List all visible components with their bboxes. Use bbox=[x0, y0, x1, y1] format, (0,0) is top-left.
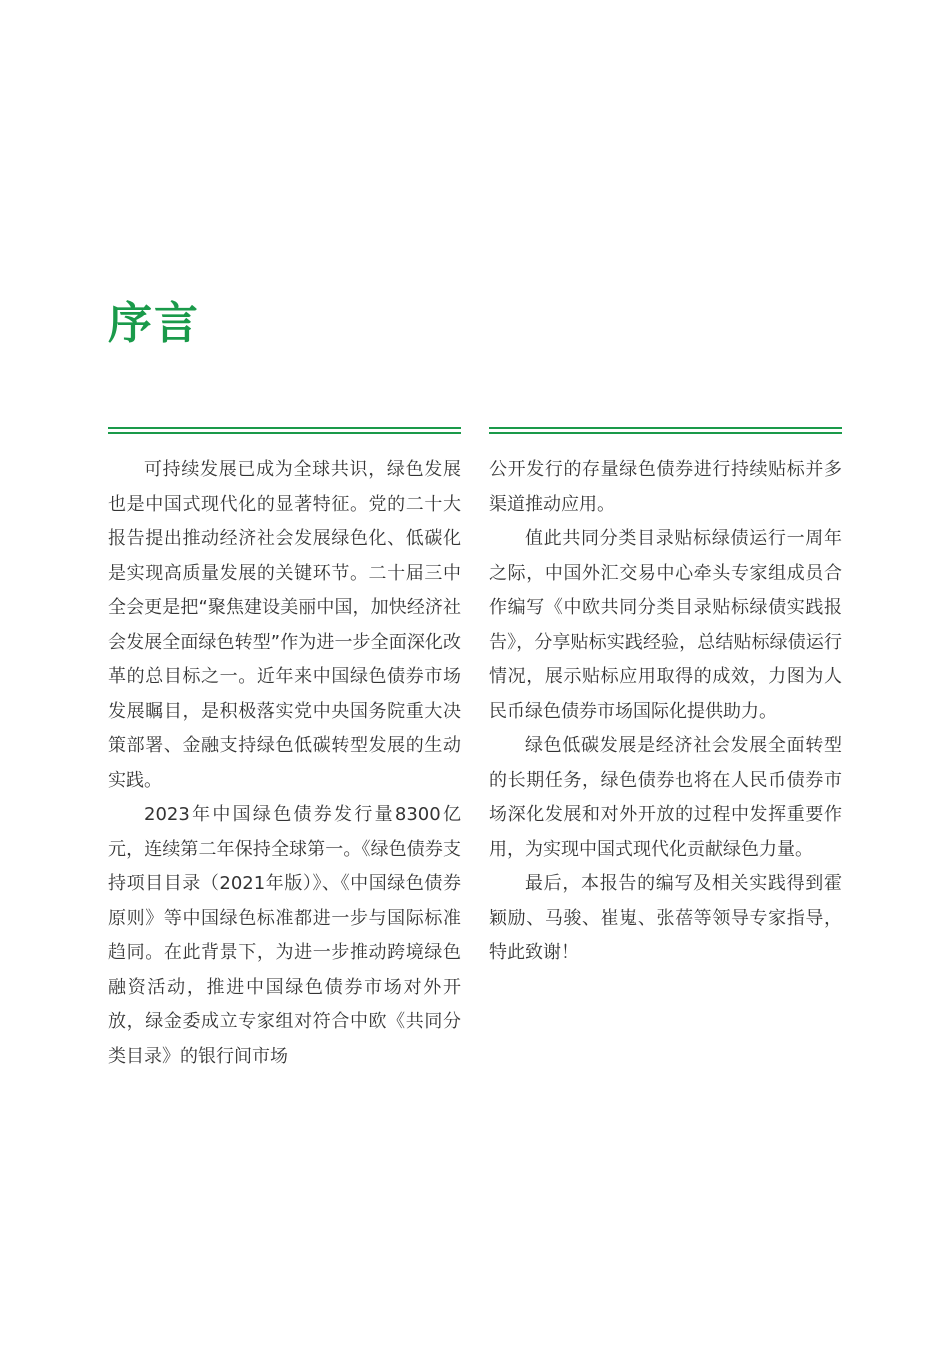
right-column bbox=[489, 426, 842, 971]
left-column bbox=[108, 426, 461, 1074]
paragraph: 绿色低碳发展是经济社会发展全面转型的长期任务，绿色债券也将在人民币债券市场深化发展和对外开放的过程中发挥重要作用，为实现中国式现代化贡献绿色力量。 bbox=[489, 735, 842, 860]
column-divider-rule bbox=[108, 426, 461, 435]
column-divider-rule bbox=[489, 426, 842, 435]
paragraph: 可持续发展已成为全球共识，绿色发展也是中国式现代化的显著特征。党的二十大报告提出推动经济社会发展绿色化、低碳化是实现高质量发展的关键环节。二十届三中全会更是把“聚焦建设美丽中国，加快经济社会发展全面绿色转型”作为进一步全面深化改革的总目标之一。近年来中国绿色债券市场发展瞩目，是积极落实党中央国务院重大决策部署、金融支持绿色低碳转型发展的生动实践。 bbox=[108, 459, 461, 791]
paragraph: 值此共同分类目录贴标绿债运行一周年之际，中国外汇交易中心牵头专家组成员合作编写《中欧共同分类目录贴标绿债实践报告》，分享贴标实践经验，总结贴标绿债运行情况，展示贴标应用取得的成效，力图为人民币绿色债券市场国际化提供助力。 bbox=[489, 528, 842, 722]
paragraph: 2023年中国绿色债券发行量8300亿元，连续第二年保持全球第一。《绿色债券支持项目目录（2021年版）》、《中国绿色债券原则》等中国绿色标准都进一步与国际标准趋同。在此背景下，为进一步推动跨境绿色融资活动，推进中国绿色债券市场对外开放，绿金委成立专家组对符合中欧《共同分类目录》的银行间市场 bbox=[108, 804, 461, 1067]
page-title: 序言 bbox=[108, 298, 200, 349]
paragraph-continuation: 公开发行的存量绿色债券进行持续贴标并多渠道推动应用。 bbox=[489, 459, 842, 515]
paragraph: 最后，本报告的编写及相关实践得到霍颖励、马骏、崔嵬、张蓓等领导专家指导，特此致谢！ bbox=[489, 873, 842, 963]
